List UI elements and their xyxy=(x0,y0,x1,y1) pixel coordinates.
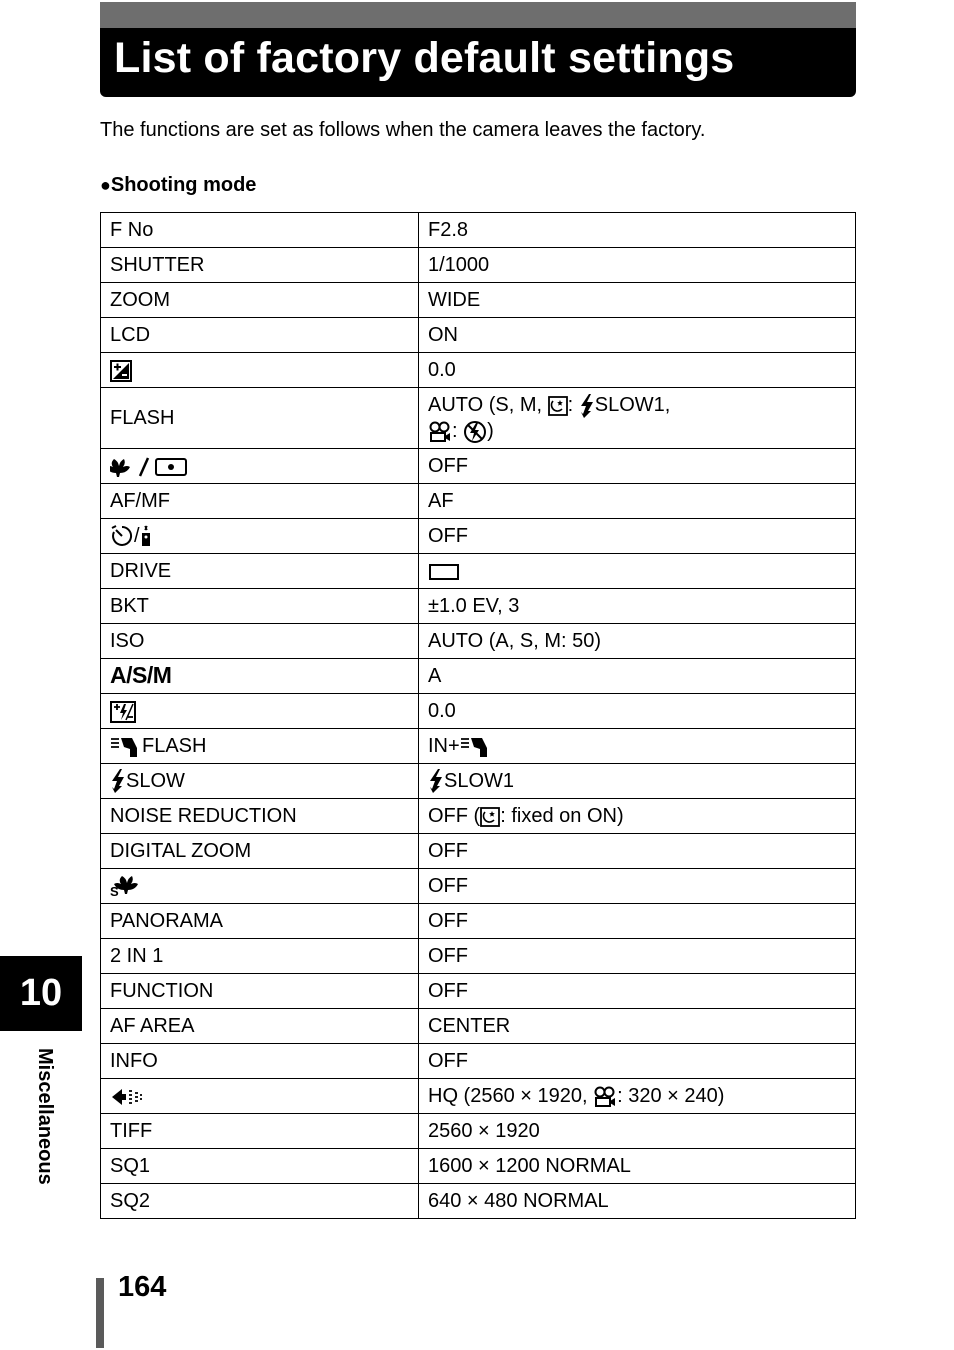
movie-icon xyxy=(593,1086,617,1108)
setting-value-text: SLOW1 xyxy=(444,769,515,792)
record-mode-icon xyxy=(110,1086,144,1108)
setting-value-text: 0.0 xyxy=(428,359,456,381)
settings-table xyxy=(100,212,856,1219)
setting-label: NOISE REDUCTION xyxy=(110,805,297,827)
setting-label: BKT xyxy=(110,595,149,617)
setting-name xyxy=(101,484,419,519)
table-row xyxy=(101,519,856,554)
table-row xyxy=(101,1009,856,1044)
intro-text: The functions are set as follows when the camera leaves the factory. xyxy=(100,119,706,141)
setting-value xyxy=(419,659,856,694)
setting-value xyxy=(419,799,856,834)
setting-name xyxy=(101,589,419,624)
setting-value xyxy=(419,1149,856,1184)
setting-label: INFO xyxy=(110,1050,158,1072)
table-row xyxy=(101,1079,856,1114)
setting-name xyxy=(101,554,419,589)
setting-value xyxy=(419,213,856,248)
value-part: ) xyxy=(487,420,494,442)
value-part: OFF ( xyxy=(428,805,481,827)
setting-label: 2 IN 1 xyxy=(110,945,164,967)
value-part: : 320 × 240) xyxy=(617,1085,725,1107)
title-bar xyxy=(100,2,856,97)
setting-name xyxy=(101,904,419,939)
setting-name xyxy=(101,1184,419,1219)
setting-label: TIFF xyxy=(110,1120,153,1142)
value-part: HQ (2560 × 1920, xyxy=(428,1085,594,1107)
setting-name xyxy=(101,449,419,484)
setting-label: FLASH xyxy=(110,407,175,429)
title-top-strip xyxy=(100,2,856,28)
table-row xyxy=(101,729,856,764)
table-row xyxy=(101,939,856,974)
slow-flash-icon xyxy=(428,769,444,793)
setting-name xyxy=(101,283,419,318)
section-title: Shooting mode xyxy=(110,174,257,196)
setting-value-text: ON xyxy=(428,324,458,346)
setting-label: FUNCTION xyxy=(110,980,214,1002)
setting-value xyxy=(419,388,856,449)
night-scene-icon xyxy=(548,395,568,417)
setting-name xyxy=(101,694,419,729)
setting-value xyxy=(419,484,856,519)
setting-value xyxy=(419,283,856,318)
setting-label: FLASH xyxy=(142,735,207,757)
table-row xyxy=(101,869,856,904)
night-scene-icon xyxy=(480,806,500,828)
setting-label: DIGITAL ZOOM xyxy=(110,840,252,862)
table-row xyxy=(101,1114,856,1149)
table-row xyxy=(101,799,856,834)
setting-name xyxy=(101,939,419,974)
setting-value-text: A xyxy=(428,665,442,687)
setting-name xyxy=(101,213,419,248)
setting-value xyxy=(419,1184,856,1219)
table-row xyxy=(101,624,856,659)
setting-value xyxy=(419,449,856,484)
setting-name xyxy=(101,1009,419,1044)
table-row xyxy=(101,659,856,694)
macro-spot-icon xyxy=(110,456,190,478)
page-number-bar xyxy=(96,1278,104,1348)
setting-name xyxy=(101,974,419,1009)
value-part: SLOW1, xyxy=(594,394,671,416)
setting-label: A/S/M xyxy=(110,662,172,688)
bullet-icon: ● xyxy=(100,175,111,195)
setting-value-text: 1600 × 1200 NORMAL xyxy=(428,1155,631,1177)
setting-name xyxy=(101,834,419,869)
setting-value-text: OFF xyxy=(428,525,468,547)
setting-name xyxy=(101,659,419,694)
slow-flash-icon xyxy=(110,769,126,793)
table-row xyxy=(101,283,856,318)
chapter-tab: 10 xyxy=(0,956,82,1031)
setting-name xyxy=(101,869,419,904)
setting-value-text: OFF xyxy=(428,910,468,932)
setting-value xyxy=(419,318,856,353)
setting-label: SHUTTER xyxy=(110,254,205,276)
table-row xyxy=(101,694,856,729)
table-row xyxy=(101,554,856,589)
setting-value xyxy=(419,1079,856,1114)
setting-value-text: OFF xyxy=(428,980,468,1002)
setting-value-text: AF xyxy=(428,490,454,512)
table-row xyxy=(101,904,856,939)
setting-label: SQ2 xyxy=(110,1190,151,1212)
value-part: : xyxy=(567,394,579,416)
setting-name xyxy=(101,318,419,353)
setting-label: SLOW xyxy=(126,769,185,792)
setting-value-text: WIDE xyxy=(428,289,481,311)
table-row xyxy=(101,484,856,519)
external-flash-icon xyxy=(110,736,142,758)
setting-label: AF AREA xyxy=(110,1015,195,1037)
setting-value xyxy=(419,353,856,388)
table-row xyxy=(101,353,856,388)
table-row xyxy=(101,248,856,283)
section-heading xyxy=(100,172,256,198)
setting-value-text: ±1.0 EV, 3 xyxy=(428,595,520,617)
setting-name xyxy=(101,353,419,388)
setting-value xyxy=(419,1009,856,1044)
setting-value-text: AUTO (A, S, M: 50) xyxy=(428,630,601,652)
setting-value-text: 1/1000 xyxy=(428,254,490,276)
setting-value xyxy=(419,869,856,904)
setting-label: SQ1 xyxy=(110,1155,151,1177)
setting-value xyxy=(419,589,856,624)
setting-value xyxy=(419,1044,856,1079)
setting-value-text: 0.0 xyxy=(428,700,456,722)
self-timer-icon xyxy=(110,524,134,548)
table-row xyxy=(101,589,856,624)
setting-value-text: OFF xyxy=(428,875,468,897)
setting-value xyxy=(419,248,856,283)
setting-value-text: OFF xyxy=(428,455,468,477)
setting-value xyxy=(419,834,856,869)
setting-label: / xyxy=(134,524,140,547)
page-number: 164 xyxy=(118,1271,167,1303)
setting-value-text: F2.8 xyxy=(428,219,469,241)
setting-value-text: CENTER xyxy=(428,1015,511,1037)
flash-intensity-icon xyxy=(110,701,136,723)
setting-label: AF/MF xyxy=(110,490,170,512)
setting-value xyxy=(419,974,856,1009)
value-part: : xyxy=(452,420,464,442)
setting-label: F No xyxy=(110,219,154,241)
setting-name xyxy=(101,764,419,799)
flash-off-icon xyxy=(463,420,487,444)
setting-name xyxy=(101,624,419,659)
setting-label: DRIVE xyxy=(110,560,172,582)
table-row xyxy=(101,1149,856,1184)
table-row xyxy=(101,764,856,799)
external-flash-icon xyxy=(460,736,492,758)
setting-value xyxy=(419,694,856,729)
setting-name xyxy=(101,248,419,283)
setting-label: PANORAMA xyxy=(110,910,223,932)
setting-value xyxy=(419,554,856,589)
super-macro-icon xyxy=(110,874,140,898)
remote-control-icon xyxy=(140,524,152,548)
setting-name xyxy=(101,729,419,764)
setting-value-text: 2560 × 1920 xyxy=(428,1120,540,1142)
setting-name xyxy=(101,1079,419,1114)
setting-value xyxy=(419,939,856,974)
setting-name xyxy=(101,799,419,834)
setting-name xyxy=(101,1044,419,1079)
setting-label: LCD xyxy=(110,324,151,346)
setting-value xyxy=(419,1114,856,1149)
table-row xyxy=(101,449,856,484)
table-row xyxy=(101,388,856,449)
setting-value xyxy=(419,729,856,764)
setting-label: ZOOM xyxy=(110,289,170,311)
table-row xyxy=(101,834,856,869)
exposure-compensation-icon xyxy=(110,360,132,382)
setting-value-text: IN+ xyxy=(428,735,460,757)
table-row xyxy=(101,1184,856,1219)
setting-name xyxy=(101,1114,419,1149)
slow-flash-icon xyxy=(579,394,595,418)
setting-value-text: 640 × 480 NORMAL xyxy=(428,1190,609,1212)
table-row xyxy=(101,1044,856,1079)
table-row xyxy=(101,213,856,248)
setting-value-text: OFF xyxy=(428,945,468,967)
value-part: AUTO (S, M, xyxy=(428,394,548,416)
svg-text:S: S xyxy=(110,884,119,899)
value-part: : fixed on ON) xyxy=(500,805,624,827)
setting-value xyxy=(419,519,856,554)
setting-value xyxy=(419,904,856,939)
setting-name xyxy=(101,388,419,449)
setting-name xyxy=(101,519,419,554)
setting-name xyxy=(101,1149,419,1184)
single-frame-icon xyxy=(428,562,460,582)
chapter-side-label: Miscellaneous xyxy=(34,1048,56,1185)
setting-value xyxy=(419,764,856,799)
setting-value-text: OFF xyxy=(428,840,468,862)
setting-value-text: OFF xyxy=(428,1050,468,1072)
setting-label: ISO xyxy=(110,630,145,652)
movie-icon xyxy=(428,421,452,443)
table-row xyxy=(101,974,856,1009)
page-title: List of factory default settings xyxy=(114,34,735,82)
table-row xyxy=(101,318,856,353)
setting-value xyxy=(419,624,856,659)
